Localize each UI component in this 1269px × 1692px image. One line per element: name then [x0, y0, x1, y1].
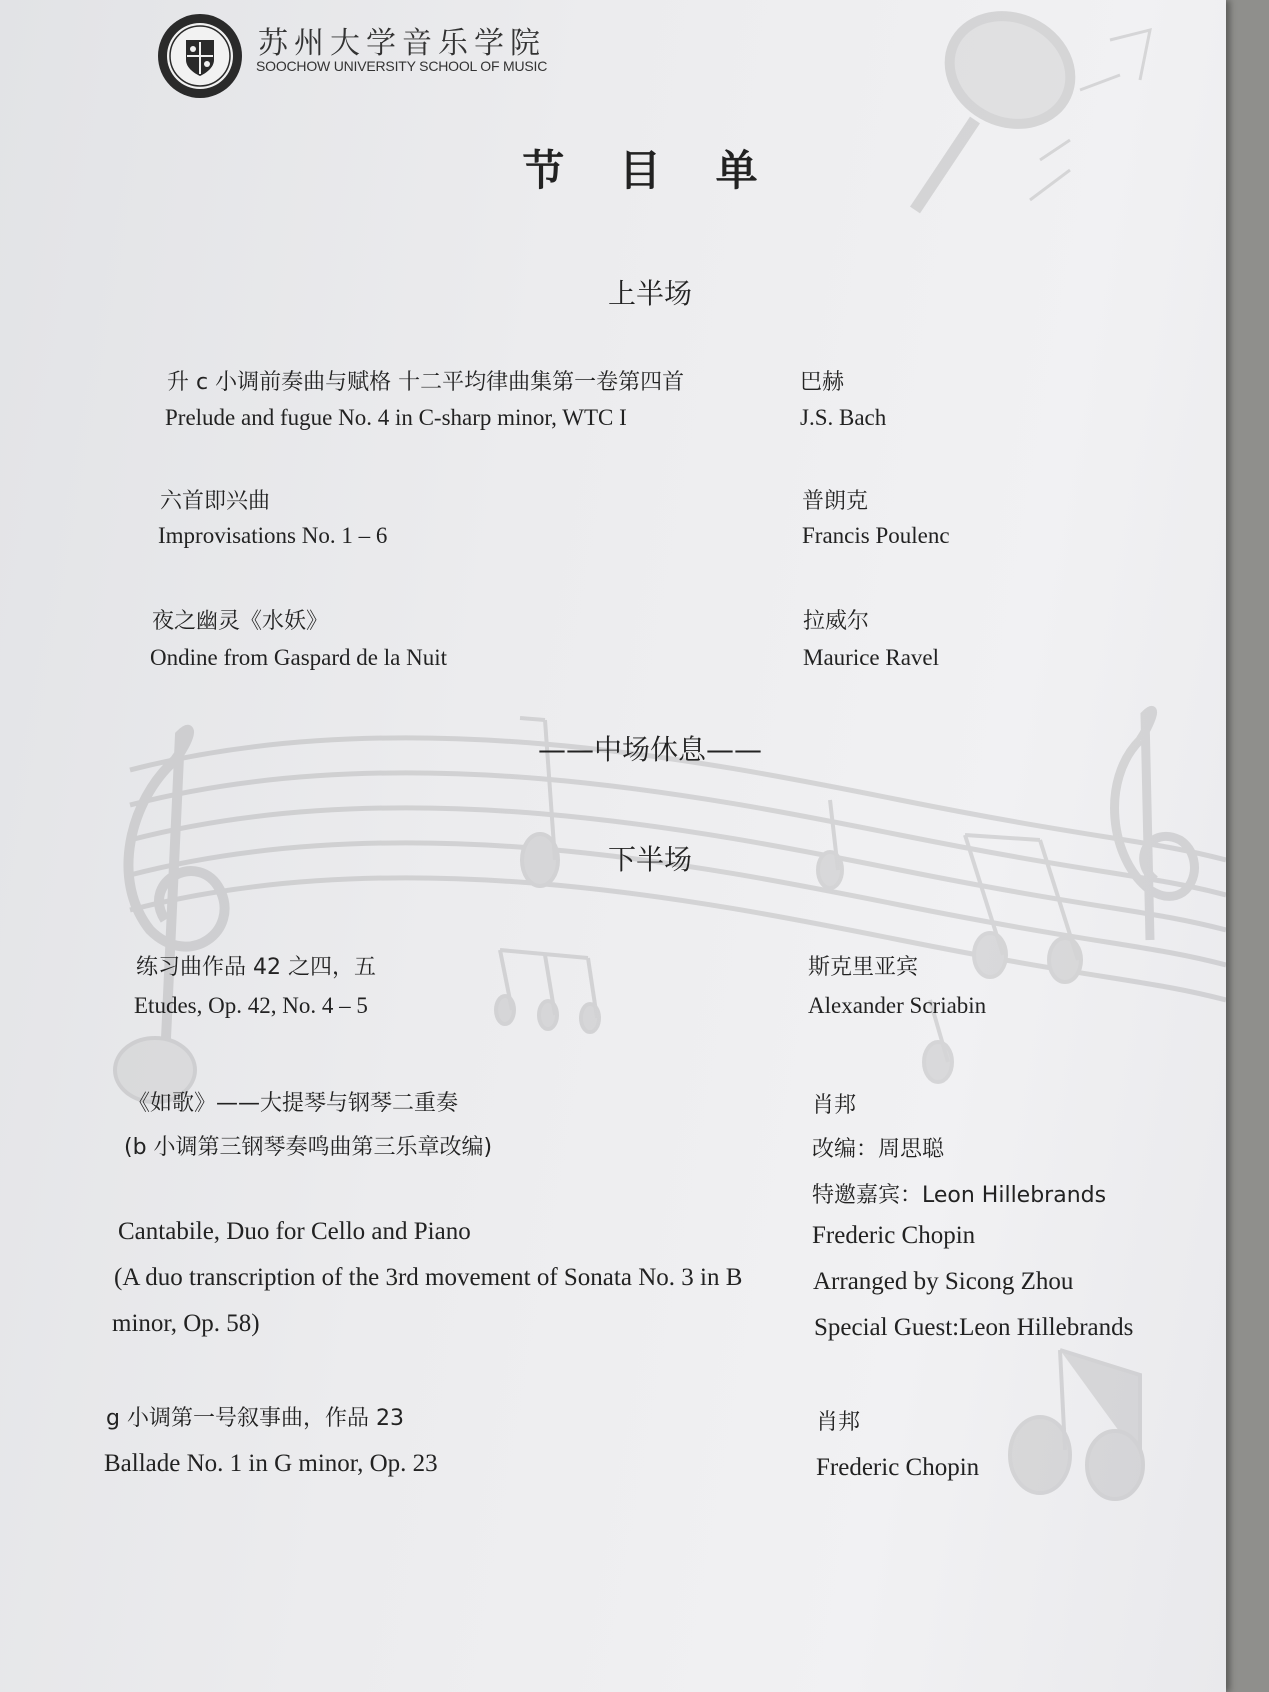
program-item-title-cn: 六首即兴曲	[160, 489, 271, 514]
program-item-title-en: Ballade No. 1 in G minor, Op. 23	[104, 1450, 438, 1477]
first-half-heading: 上半场	[607, 277, 692, 310]
composer-cn: 巴赫	[800, 370, 845, 395]
program-item-title-cn: g 小调第一号叙事曲，作品 23	[106, 1406, 404, 1431]
program-item-title-en: Etudes, Op. 42, No. 4 – 5	[134, 993, 368, 1018]
second-half-heading: 下半场	[607, 843, 692, 876]
arranger-cn: 改编：周思聪	[812, 1137, 945, 1162]
program-item-subtitle-en: minor, Op. 58)	[112, 1310, 260, 1337]
composer-cn: 拉威尔	[803, 609, 870, 634]
composer-en: Francis Poulenc	[802, 523, 950, 548]
program-item-title-en: Prelude and fugue No. 4 in C-sharp minor, WTC I	[165, 405, 627, 430]
composer-cn: 普朗克	[802, 489, 869, 514]
program-item-title-en: Cantabile, Duo for Cello and Piano	[118, 1218, 471, 1245]
guest-cn: 特邀嘉宾：Leon Hillebrands	[812, 1183, 1107, 1208]
program-item-title-cn: 夜之幽灵《水妖》	[152, 609, 329, 634]
program-item-subtitle-cn: (b 小调第三钢琴奏鸣曲第三乐章改编)	[124, 1135, 493, 1160]
composer-cn: 肖邦	[816, 1410, 861, 1435]
school-name-cn: 苏州大学音乐学院	[258, 26, 546, 61]
page-title: 节 目 单	[522, 146, 778, 195]
program-item-title-cn: 《如歌》——大提琴与钢琴二重奏	[128, 1091, 459, 1116]
composer-en: Alexander Scriabin	[808, 993, 987, 1018]
program-item-title-cn: 练习曲作品 42 之四，五	[136, 955, 376, 980]
university-seal-logo	[156, 12, 244, 100]
program-item-title-en: Improvisations No. 1 – 6	[158, 523, 388, 548]
program-item-title-cn: 升 c 小调前奏曲与赋格 十二平均律曲集第一卷第四首	[167, 370, 685, 395]
guest-en: Special Guest:Leon Hillebrands	[814, 1314, 1134, 1341]
composer-en: J.S. Bach	[800, 405, 887, 430]
composer-en: Maurice Ravel	[803, 645, 940, 670]
intermission-divider: ——中场休息——	[537, 733, 762, 766]
program-item-subtitle-en: (A duo transcription of the 3rd movement of Sonata No. 3 in B	[114, 1264, 743, 1291]
composer-cn: 斯克里亚宾	[808, 955, 919, 980]
composer-cn: 肖邦	[812, 1093, 857, 1118]
composer-en: Frederic Chopin	[812, 1222, 976, 1249]
composer-en: Frederic Chopin	[816, 1454, 980, 1481]
program-item-title-en: Ondine from Gaspard de la Nuit	[150, 645, 448, 670]
school-name-en: SOOCHOW UNIVERSITY SCHOOL OF MUSIC	[256, 58, 548, 74]
arranger-en: Arranged by Sicong Zhou	[813, 1268, 1074, 1295]
